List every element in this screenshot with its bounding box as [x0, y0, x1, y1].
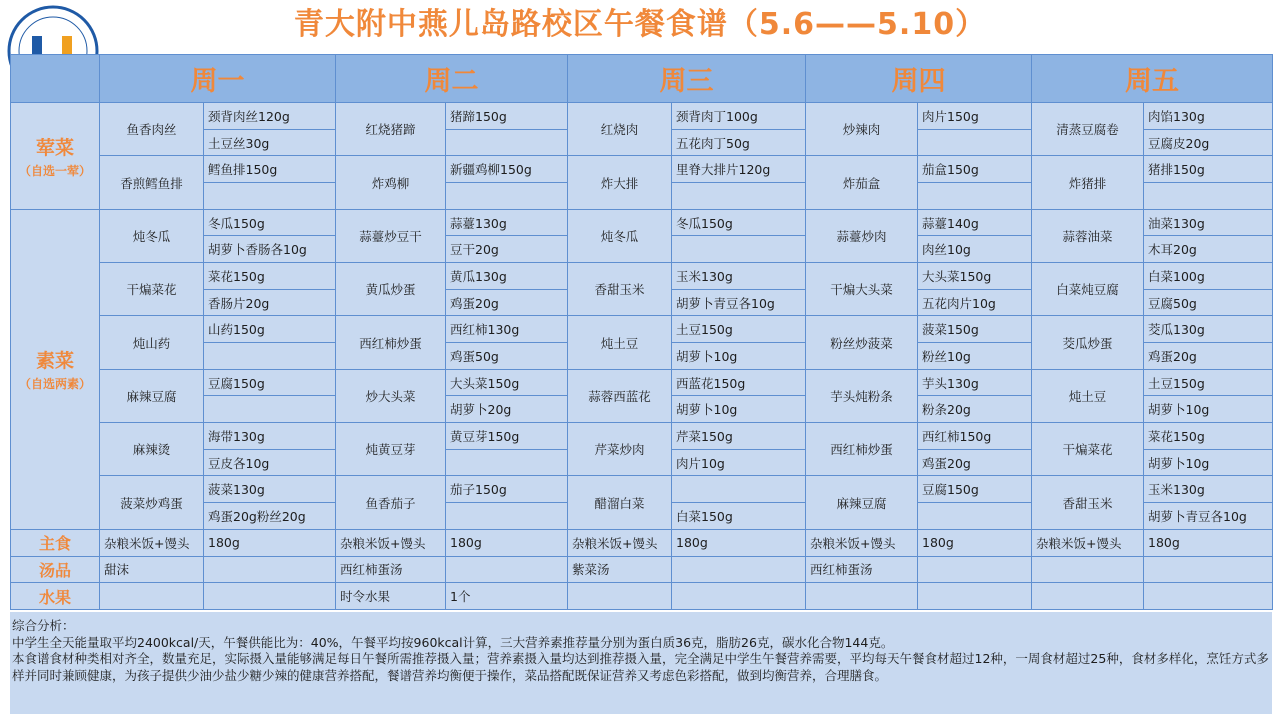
dish-name [1032, 583, 1144, 610]
ingredient-cell: 猪排150g [1144, 156, 1273, 183]
staple-row [11, 529, 1273, 556]
veg-section [11, 209, 1273, 529]
ingredient-cell: 菜花150g [204, 263, 336, 290]
dish-name: 炒大头菜 [336, 369, 446, 422]
day-header: 周四 [806, 55, 1032, 103]
meat-section [11, 103, 1273, 210]
ingredient-cell: 菜花150g [1144, 423, 1273, 450]
ingredient-cell: 黄豆芽150g [446, 423, 568, 450]
ingredient-cell: 里脊大排片120g [672, 156, 806, 183]
ingredient-cell: 土豆150g [1144, 369, 1273, 396]
dish-name: 麻辣豆腐 [806, 476, 918, 529]
ingredient-cell: 颈背肉丁100g [672, 103, 806, 130]
meat-category-label: 荤菜 [35, 136, 74, 159]
dish-name: 杂粮米饭+馒头 [100, 529, 204, 556]
ingredient-cell: 豆皮各10g [204, 449, 336, 476]
ingredient-cell: 西红柿130g [446, 316, 568, 343]
ingredient-cell: 白菜100g [1144, 263, 1273, 290]
dish-name: 蒜薹炒肉 [806, 209, 918, 262]
ingredient-cell: 胡萝卜20g [446, 396, 568, 423]
dish-name: 西红柿炒蛋 [336, 316, 446, 369]
ingredient-cell: 冬瓜150g [672, 209, 806, 236]
dish-name: 醋溜白菜 [568, 476, 672, 529]
ingredient-cell [446, 183, 568, 210]
ingredient-cell: 鸡蛋20g [1144, 343, 1273, 370]
dish-name: 鱼香茄子 [336, 476, 446, 529]
dish-name: 香甜玉米 [568, 263, 672, 316]
menu-row [11, 156, 1273, 183]
menu-table [10, 54, 1273, 610]
ingredient-cell: 玉米130g [672, 263, 806, 290]
ingredient-cell [672, 476, 806, 503]
ingredient-cell: 白菜150g [672, 503, 806, 530]
ingredient-cell: 五花肉片10g [918, 289, 1032, 316]
day-header: 周三 [568, 55, 806, 103]
amount-cell: 180g [672, 529, 806, 556]
dish-name [568, 583, 672, 610]
ingredient-cell: 肉片150g [918, 103, 1032, 130]
ingredient-cell: 胡萝卜青豆各10g [1144, 503, 1273, 530]
dish-name: 杂粮米饭+馒头 [568, 529, 672, 556]
ingredient-cell: 玉米130g [1144, 476, 1273, 503]
menu-row [11, 476, 1273, 503]
ingredient-cell [918, 183, 1032, 210]
veg-category-label: 素菜 [35, 350, 74, 373]
ingredient-cell: 菠菜150g [918, 316, 1032, 343]
ingredient-cell: 茄盒150g [918, 156, 1032, 183]
dish-name: 炖黄豆芽 [336, 423, 446, 476]
ingredient-cell: 木耳20g [1144, 236, 1273, 263]
dish-name: 麻辣豆腐 [100, 369, 204, 422]
ingredient-cell: 鸡蛋20g [446, 289, 568, 316]
menu-row [11, 369, 1273, 396]
amount-cell: 180g [1144, 529, 1273, 556]
dish-name: 香煎鳕鱼排 [100, 156, 204, 209]
ingredient-cell: 菠菜130g [204, 476, 336, 503]
dish-name: 炸茄盒 [806, 156, 918, 209]
ingredient-cell: 蒜薹130g [446, 209, 568, 236]
menu-row [11, 209, 1273, 236]
ingredient-cell: 山药150g [204, 316, 336, 343]
ingredient-cell: 茄子150g [446, 476, 568, 503]
summary-panel [10, 612, 1272, 714]
meat-category-note: （自选一荤） [18, 163, 91, 178]
menu-row [11, 103, 1273, 130]
amount-cell: 1个 [446, 583, 568, 610]
ingredient-cell: 鸡蛋50g [446, 343, 568, 370]
dish-name: 杂粮米饭+馒头 [1032, 529, 1144, 556]
ingredient-cell: 豆腐150g [204, 369, 336, 396]
dish-name: 炖山药 [100, 316, 204, 369]
dish-name: 炖冬瓜 [100, 209, 204, 262]
ingredient-cell [204, 343, 336, 370]
dish-name: 香甜玉米 [1032, 476, 1144, 529]
ingredient-cell [918, 503, 1032, 530]
page-title: 青大附中燕儿岛路校区午餐食谱（5.6——5.10） [293, 7, 987, 42]
amount-cell: 180g [446, 529, 568, 556]
ingredient-cell: 新疆鸡柳150g [446, 156, 568, 183]
dish-name: 红烧肉 [568, 103, 672, 156]
ingredient-cell: 芋头130g [918, 369, 1032, 396]
ingredient-cell: 蒜薹140g [918, 209, 1032, 236]
ingredient-cell: 颈背肉丝120g [204, 103, 336, 130]
dish-name: 芋头炖粉条 [806, 369, 918, 422]
ingredient-cell: 土豆丝30g [204, 129, 336, 156]
amount-cell [918, 583, 1032, 610]
ingredient-cell: 胡萝卜10g [672, 343, 806, 370]
dish-name: 麻辣烫 [100, 423, 204, 476]
amount-cell [918, 556, 1032, 583]
ingredient-cell: 肉丝10g [918, 236, 1032, 263]
ingredient-cell: 鸡蛋20g粉丝20g [204, 503, 336, 530]
dish-name: 芹菜炒肉 [568, 423, 672, 476]
ingredient-cell: 黄瓜130g [446, 263, 568, 290]
ingredient-cell: 海带130g [204, 423, 336, 450]
ingredient-cell: 豆干20g [446, 236, 568, 263]
corner-cell [11, 55, 100, 103]
dish-name: 菠菜炒鸡蛋 [100, 476, 204, 529]
ingredient-cell [204, 396, 336, 423]
amount-cell [204, 583, 336, 610]
amount-cell [672, 583, 806, 610]
ingredient-cell: 芹菜150g [672, 423, 806, 450]
dish-name: 炸鸡柳 [336, 156, 446, 209]
dish-name: 杂粮米饭+馒头 [336, 529, 446, 556]
ingredient-cell: 胡萝卜青豆各10g [672, 289, 806, 316]
ingredient-cell: 土豆150g [672, 316, 806, 343]
veg-category-note: （自选两素） [18, 377, 91, 392]
dish-name: 杂粮米饭+馒头 [806, 529, 918, 556]
dish-name: 红烧猪蹄 [336, 103, 446, 156]
dish-name: 紫菜汤 [568, 556, 672, 583]
dish-name: 干煸大头菜 [806, 263, 918, 316]
dish-name [806, 583, 918, 610]
ingredient-cell: 豆腐皮20g [1144, 129, 1273, 156]
soup-category-label: 汤品 [11, 556, 100, 583]
fruit-row [11, 583, 1273, 610]
ingredient-cell: 胡萝卜10g [1144, 396, 1273, 423]
amount-cell: 180g [918, 529, 1032, 556]
amount-cell [1144, 556, 1273, 583]
amount-cell [672, 556, 806, 583]
day-header: 周五 [1032, 55, 1273, 103]
staple-category-label: 主食 [11, 529, 100, 556]
dish-name [100, 583, 204, 610]
dish-name: 干煸菜花 [100, 263, 204, 316]
veg-category-cell [11, 209, 100, 529]
dish-name: 蒜蓉油菜 [1032, 209, 1144, 262]
fruit-category-label: 水果 [11, 583, 100, 610]
dish-name: 炸大排 [568, 156, 672, 209]
ingredient-cell [446, 449, 568, 476]
menu-row [11, 263, 1273, 290]
ingredient-cell [446, 129, 568, 156]
ingredient-cell: 胡萝卜10g [1144, 449, 1273, 476]
ingredient-cell: 大头菜150g [918, 263, 1032, 290]
ingredient-cell [672, 183, 806, 210]
meat-category-cell [11, 103, 100, 210]
menu-row [11, 423, 1273, 450]
dish-name: 西红柿炒蛋 [806, 423, 918, 476]
ingredient-cell [918, 129, 1032, 156]
dish-name: 炖土豆 [1032, 369, 1144, 422]
ingredient-cell: 鳕鱼排150g [204, 156, 336, 183]
dish-name: 干煸菜花 [1032, 423, 1144, 476]
ingredient-cell: 肉馅130g [1144, 103, 1273, 130]
day-header: 周二 [336, 55, 568, 103]
ingredient-cell: 大头菜150g [446, 369, 568, 396]
menu-row [11, 316, 1273, 343]
dish-name: 鱼香肉丝 [100, 103, 204, 156]
dish-name: 黄瓜炒蛋 [336, 263, 446, 316]
ingredient-cell: 胡萝卜10g [672, 396, 806, 423]
ingredient-cell [204, 183, 336, 210]
dish-name: 炖土豆 [568, 316, 672, 369]
summary-line-2: 本食谱食材种类相对齐全，数量充足，实际摄入量能够满足每日午餐所需推荐摄入量；营养素摄入量均达到推荐摄入量，完全满足中学生午餐营养需要，平均每天午餐食材超过12种，一周食材超过25种，食材多样化，烹饪方式多样并同时兼顾健康，为孩子提供少油少盐少糖少辣的健康营养搭配，餐谱营养均衡便于操作，菜品搭配既保证营养又考虑色彩搭配，做到均衡营养，合理膳食。 [12, 651, 1269, 683]
summary-heading: 综合分析： [12, 618, 75, 633]
ingredient-cell: 五花肉丁50g [672, 129, 806, 156]
dish-name: 蒜蓉西蓝花 [568, 369, 672, 422]
ingredient-cell: 胡萝卜香肠各10g [204, 236, 336, 263]
amount-cell [204, 556, 336, 583]
amount-cell [1144, 583, 1273, 610]
ingredient-cell: 豆腐50g [1144, 289, 1273, 316]
amount-cell [446, 556, 568, 583]
ingredient-cell [1144, 183, 1273, 210]
dish-name: 炖冬瓜 [568, 209, 672, 262]
ingredient-cell [446, 503, 568, 530]
ingredient-cell: 肉片10g [672, 449, 806, 476]
summary-line-1: 中学生全天能量取平均2400kcal/天，午餐供能比为：40%，午餐平均按960kcal计算，三大营养素推荐量分别为蛋白质36克，脂肪26克，碳水化合物144克。 [12, 634, 894, 650]
ingredient-cell: 冬瓜150g [204, 209, 336, 236]
misc-section [11, 529, 1273, 609]
day-header: 周一 [100, 55, 336, 103]
ingredient-cell: 鸡蛋20g [918, 449, 1032, 476]
ingredient-cell: 粉条20g [918, 396, 1032, 423]
amount-cell: 180g [204, 529, 336, 556]
ingredient-cell: 猪蹄150g [446, 103, 568, 130]
day-header-row [11, 55, 1273, 103]
dish-name: 蒜薹炒豆干 [336, 209, 446, 262]
dish-name: 清蒸豆腐卷 [1032, 103, 1144, 156]
ingredient-cell: 香肠片20g [204, 289, 336, 316]
dish-name: 西红柿蛋汤 [336, 556, 446, 583]
ingredient-cell: 油菜130g [1144, 209, 1273, 236]
ingredient-cell: 西红柿150g [918, 423, 1032, 450]
ingredient-cell: 西蓝花150g [672, 369, 806, 396]
ingredient-cell [672, 236, 806, 263]
ingredient-cell: 粉丝10g [918, 343, 1032, 370]
dish-name: 甜沫 [100, 556, 204, 583]
dish-name: 西红柿蛋汤 [806, 556, 918, 583]
dish-name: 炒辣肉 [806, 103, 918, 156]
dish-name [1032, 556, 1144, 583]
dish-name: 粉丝炒菠菜 [806, 316, 918, 369]
ingredient-cell: 茭瓜130g [1144, 316, 1273, 343]
dish-name: 茭瓜炒蛋 [1032, 316, 1144, 369]
dish-name: 白菜炖豆腐 [1032, 263, 1144, 316]
dish-name: 时令水果 [336, 583, 446, 610]
dish-name: 炸猪排 [1032, 156, 1144, 209]
ingredient-cell: 豆腐150g [918, 476, 1032, 503]
soup-row [11, 556, 1273, 583]
